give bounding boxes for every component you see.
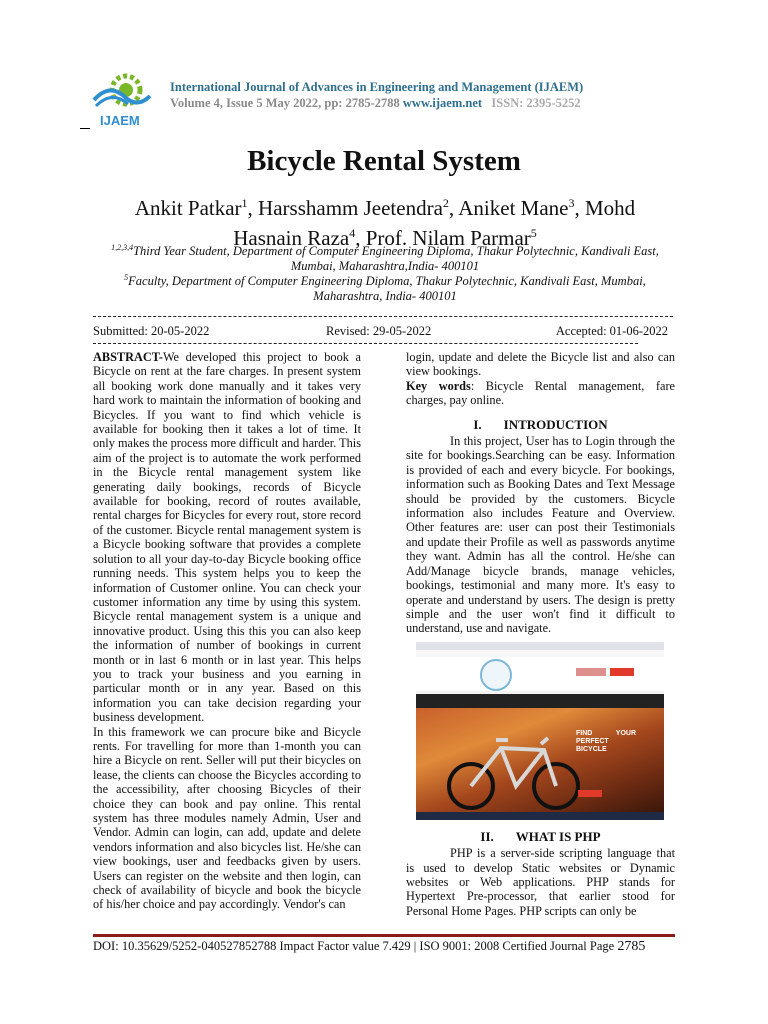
section-heading-introduction: I. INTRODUCTION bbox=[473, 416, 608, 432]
abstract-paragraph-3: login, update and delete the Bicycle list and also can view bookings. bbox=[406, 350, 675, 379]
page-number: 2785 bbox=[617, 939, 646, 954]
right-column bbox=[406, 350, 675, 918]
abstract-text: We developed this project to book a Bicycle on rent at the fare charges. In present system all booking work done manually and it takes very hard work to maintain the information of booking and Bicycles. If you want to find which vehicle is available for booking then it takes a lot of time. It only makes the process more difficult and harder. This aim of the project is to automate the work performed in the Bicycle rental management system like generating daily bookings, records of Bicycle available for booking, record of routes available, rental charges for Bicycles for every rout, store record of the customer. Bicycle rental management system is a Bicycle booking software that provides a complete solution to all your day-to-day Bicycle booking office running needs. This system helps you to keep the information of Customer online. You can check your customer information any time by using this system. Bicycle rental management system is a unique and innovative product. Using this this you can also keep the information of number of bookings in current month or in last 6 month or in last year. This helps you to track your business and you earning in particular month or in any year. Based on this information you can take decision regarding your business development. bbox=[93, 350, 361, 725]
php-text: PHP is a server-side scripting language that is used to develop Static websites or Dynamic websites or Web applications. PHP stands for Hypertext Pre-processor, that earlier stood for Personal Home Pages. PHP scripts can only be bbox=[406, 846, 675, 918]
author-name: Prof. Nilam Parmar bbox=[365, 226, 531, 250]
footer-doi: DOI: 10.35629/5252-040527852788 Impact Factor value 7.429 | ISO 9001: 2008 Certified Journal Page bbox=[93, 939, 618, 953]
keywords-label: Key words bbox=[406, 378, 471, 393]
page-footer bbox=[93, 939, 673, 955]
author-name: Aniket Mane bbox=[458, 196, 569, 220]
paper-title: Bicycle Rental System bbox=[247, 145, 521, 177]
keywords-text: : Bicycle Rental management, fare charges, pay online. bbox=[406, 378, 675, 408]
hero-banner-button bbox=[578, 790, 602, 797]
hero-banner-text: FIND YOUR PERFECT BICYCLE bbox=[576, 729, 636, 753]
browser-tab-bar bbox=[416, 642, 664, 650]
abstract-label: ABSTRACT- bbox=[93, 350, 163, 364]
author-name: Harsshamm Jeetendra bbox=[258, 196, 443, 220]
journal-issn: ISSN: 2395-5252 bbox=[491, 96, 581, 110]
affiliation-students: $^{1,2,3,4}$Third Year Student, Department of Computer Engineering Diploma, Thakur Polytechnic, Kandivali East, Mumbai, Maharashtra,India- 400101 bbox=[111, 243, 659, 274]
journal-issue: Volume 4, Issue 5 May 2022, pp: 2785-2788 bbox=[170, 96, 400, 110]
affiliation-faculty: $^5$Faculty, Department of Computer Engineering Diploma, Thakur Polytechnic, Kandivali East, Mumbai, Maharashtra, India- 400101 bbox=[124, 273, 646, 304]
keywords bbox=[406, 379, 675, 408]
divider-top bbox=[93, 316, 673, 317]
bicycle-hero-photo bbox=[416, 708, 664, 812]
journal-website-link[interactable]: www.ijaem.net bbox=[402, 96, 483, 110]
abstract-paragraph-2: In this framework we can procure bike and Bicycle rents. For travelling for more than 1-month you can hire a Bicycle on rent. Seller will put their bicycles on lease, the clients can choose the Bicycles according to the accessibility, after choosing Bicycles of their choice they can book and pay online. This rental system has three modules namely Admin, User and Vendor. Admin can login, can add, update and delete vendors information and also bicycles list. He/she can view bookings, user and feedbacks given by users. Users can register on the website and then login, can check of availability of bicycle and book the bicycle of his/her choice and pay accordingly. Vendor's can bbox=[93, 724, 361, 912]
accepted-date: Accepted: 01-06-2022 bbox=[555, 324, 668, 338]
revised-date: Revised: 29-05-2022 bbox=[326, 324, 432, 338]
submitted-date: Submitted: 20-05-2022 bbox=[93, 324, 210, 338]
taskbar bbox=[416, 812, 664, 820]
abstract bbox=[93, 350, 361, 725]
divider-bottom bbox=[93, 343, 638, 344]
site-logo bbox=[480, 659, 512, 691]
journal-issue-line bbox=[170, 96, 581, 111]
author-name: Ankit Patkar bbox=[134, 196, 242, 220]
journal-header bbox=[90, 70, 690, 130]
svg-text:IJAEM: IJAEM bbox=[100, 113, 140, 128]
section-heading-php: II. WHAT IS PHP bbox=[480, 828, 601, 844]
website-screenshot-figure bbox=[416, 642, 664, 820]
author-line-1: Ankit Patkar$^1$, Harsshamm Jeetendra$^2$, Aniket Mane$^3$, Mohd bbox=[134, 196, 636, 220]
site-header-button bbox=[610, 668, 634, 676]
author-line-2: Hasnain Raza$^4$, Prof. Nilam Parmar$^5$ bbox=[233, 226, 537, 250]
ijaem-logo bbox=[90, 70, 152, 128]
header-tick bbox=[80, 128, 90, 129]
left-column bbox=[93, 350, 361, 912]
journal-name: International Journal of Advances in Engineering and Management (IJAEM) bbox=[170, 80, 584, 94]
social-icons bbox=[576, 668, 606, 676]
introduction-text: In this project, User has to Login through the site for bookings.Searching can be easy. Information is provided of each and every bicycle. For bookings, information such as Booking Dates and Text Message should be provided by the customers. Bicycle information also includes Feature and Overview. Other features are: user can post their Testimonials and update their Profile as well as passwords anytime they want. Admin has all the control. He/she can Add/Manage bicycle brands, manage vehicles, bookings, testimonial and many more. It's easy to operate and understand by users. The design is pretty simple and the user won't find it difficult to understand, use and navigate. bbox=[406, 434, 675, 636]
bicycle-icon bbox=[416, 708, 664, 812]
footer-rule bbox=[93, 934, 675, 937]
author-name: Hasnain Raza bbox=[233, 226, 350, 250]
site-nav-bar bbox=[416, 694, 664, 708]
